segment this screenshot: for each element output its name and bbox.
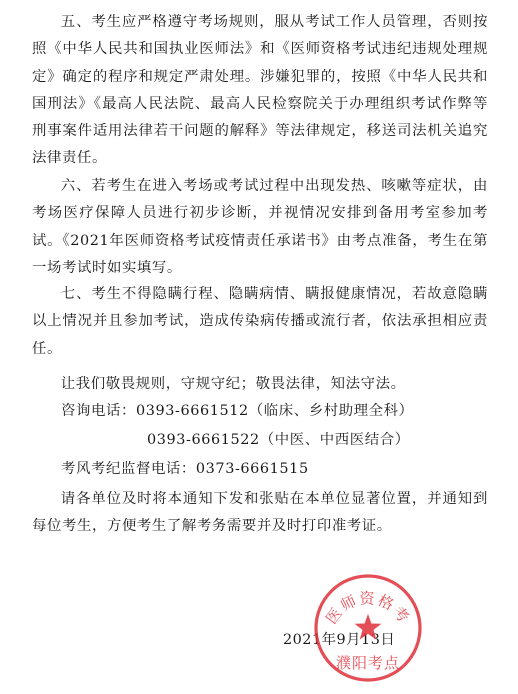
paragraph-slogan: 让我们敬畏规则，守规守纪；敬畏法律，知法守法。 (60, 376, 406, 392)
consult-phone-1: 0393-6661512（临床、乡村助理全科） (135, 403, 414, 419)
stamp-top-text: 医师资格考 (322, 589, 414, 628)
consult-phone-2: 0393-6661522（中医、中西医结合） (147, 432, 410, 448)
stamp-bottom-text: 濮阳考点 (335, 654, 401, 672)
supervision-label: 考风考纪监督电话： (61, 461, 196, 477)
consult-line-1 (61, 398, 414, 425)
consult-line-2 (147, 427, 410, 454)
paragraph-rule-seven: 七、考生不得隐瞒行程、隐瞒病情、瞒报健康情况，若故意隐瞒以上情况并且参加考试，造成传染病传播或流行者，依法承担相应责任。 (32, 286, 488, 357)
document-date: 2021年9月13日 (283, 632, 396, 648)
supervision-line (61, 456, 309, 483)
consult-label: 咨询电话： (61, 403, 136, 419)
paragraph-notice: 请各单位及时将本通知下发和张贴在本单位显著位置，并通知到每位考生，方便考生了解考务需要并及时打印准考证。 (32, 491, 488, 535)
official-seal-stamp (312, 572, 424, 684)
stamp-star-icon (355, 614, 382, 640)
paragraph-rule-five: 五、考生应严格遵守考场规则，服从考试工作人员管理，否则按照《中华人民共和国执业医师法》和《医师资格考试违纪违规处理规定》确定的程序和规定严肃处理。涉嫌犯罪的，按照《中华人民共和国刑法》《最高人民法院、最高人民检察院关于办理组织考试作弊等刑事案件适用法律若干问题的解释》等法律规定，移送司法机关追究法律责任。 (32, 14, 488, 167)
supervision-phone: 0373-6661515 (195, 461, 309, 477)
paragraph-rule-six: 六、若考生在进入考场或考试过程中出现发热、咳嗽等症状，由考场医疗保障人员进行初步诊断，并视情况安排到备用考室参加考试。《2021年医师资格考试疫情责任承诺书》由考点准备，考生在第一场考试时如实填写。 (32, 178, 488, 276)
